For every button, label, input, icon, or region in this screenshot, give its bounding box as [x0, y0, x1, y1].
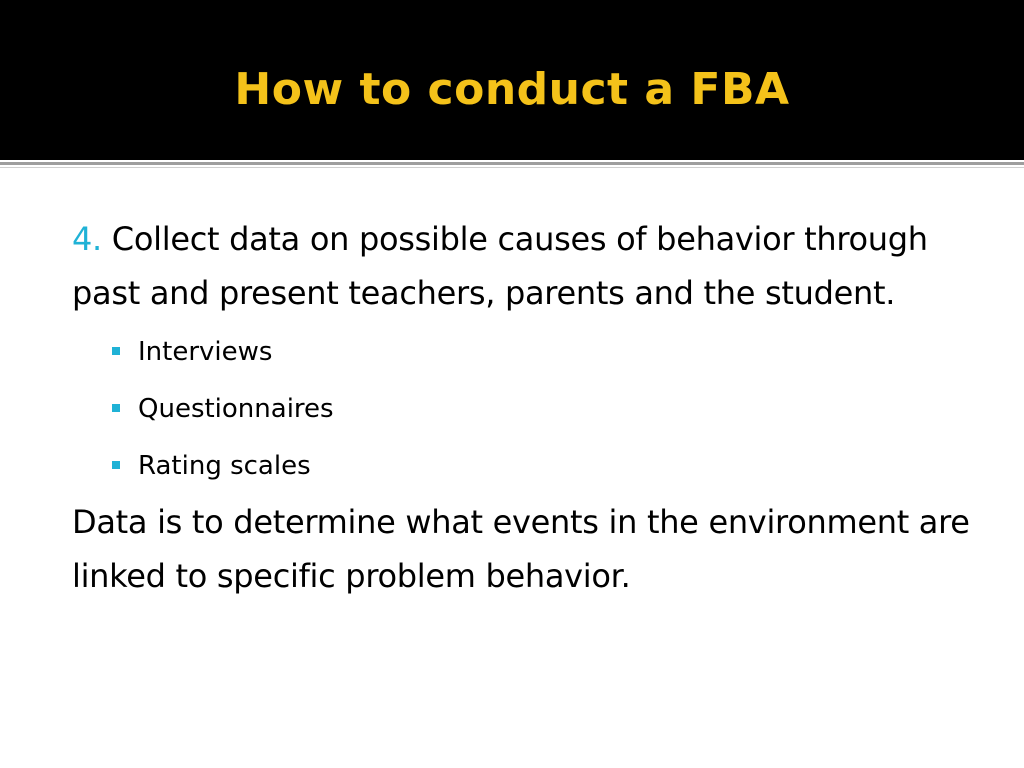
- square-bullet-icon: [112, 404, 120, 412]
- title-divider-thin: [0, 167, 1024, 168]
- note-paragraph: Data is to determine what events in the environment are linked to specific problem behavior.: [72, 503, 970, 595]
- method-label: Questionnaires: [138, 394, 334, 424]
- title-divider: [0, 162, 1024, 165]
- step-paragraph: [72, 212, 972, 320]
- title-bar: [0, 0, 1024, 160]
- square-bullet-icon: [112, 347, 120, 355]
- list-item: [112, 324, 972, 381]
- square-bullet-icon: [112, 461, 120, 469]
- slide-body: [72, 212, 972, 603]
- slide-title: How to conduct a FBA: [234, 64, 790, 115]
- list-item: [112, 381, 972, 438]
- methods-list: [72, 324, 972, 495]
- list-item: [112, 438, 972, 495]
- method-label: Rating scales: [138, 451, 311, 481]
- method-label: Interviews: [138, 337, 273, 367]
- step-text: Collect data on possible causes of behavior through past and present teachers, parents and the student.: [72, 220, 928, 312]
- step-number: 4.: [72, 220, 102, 258]
